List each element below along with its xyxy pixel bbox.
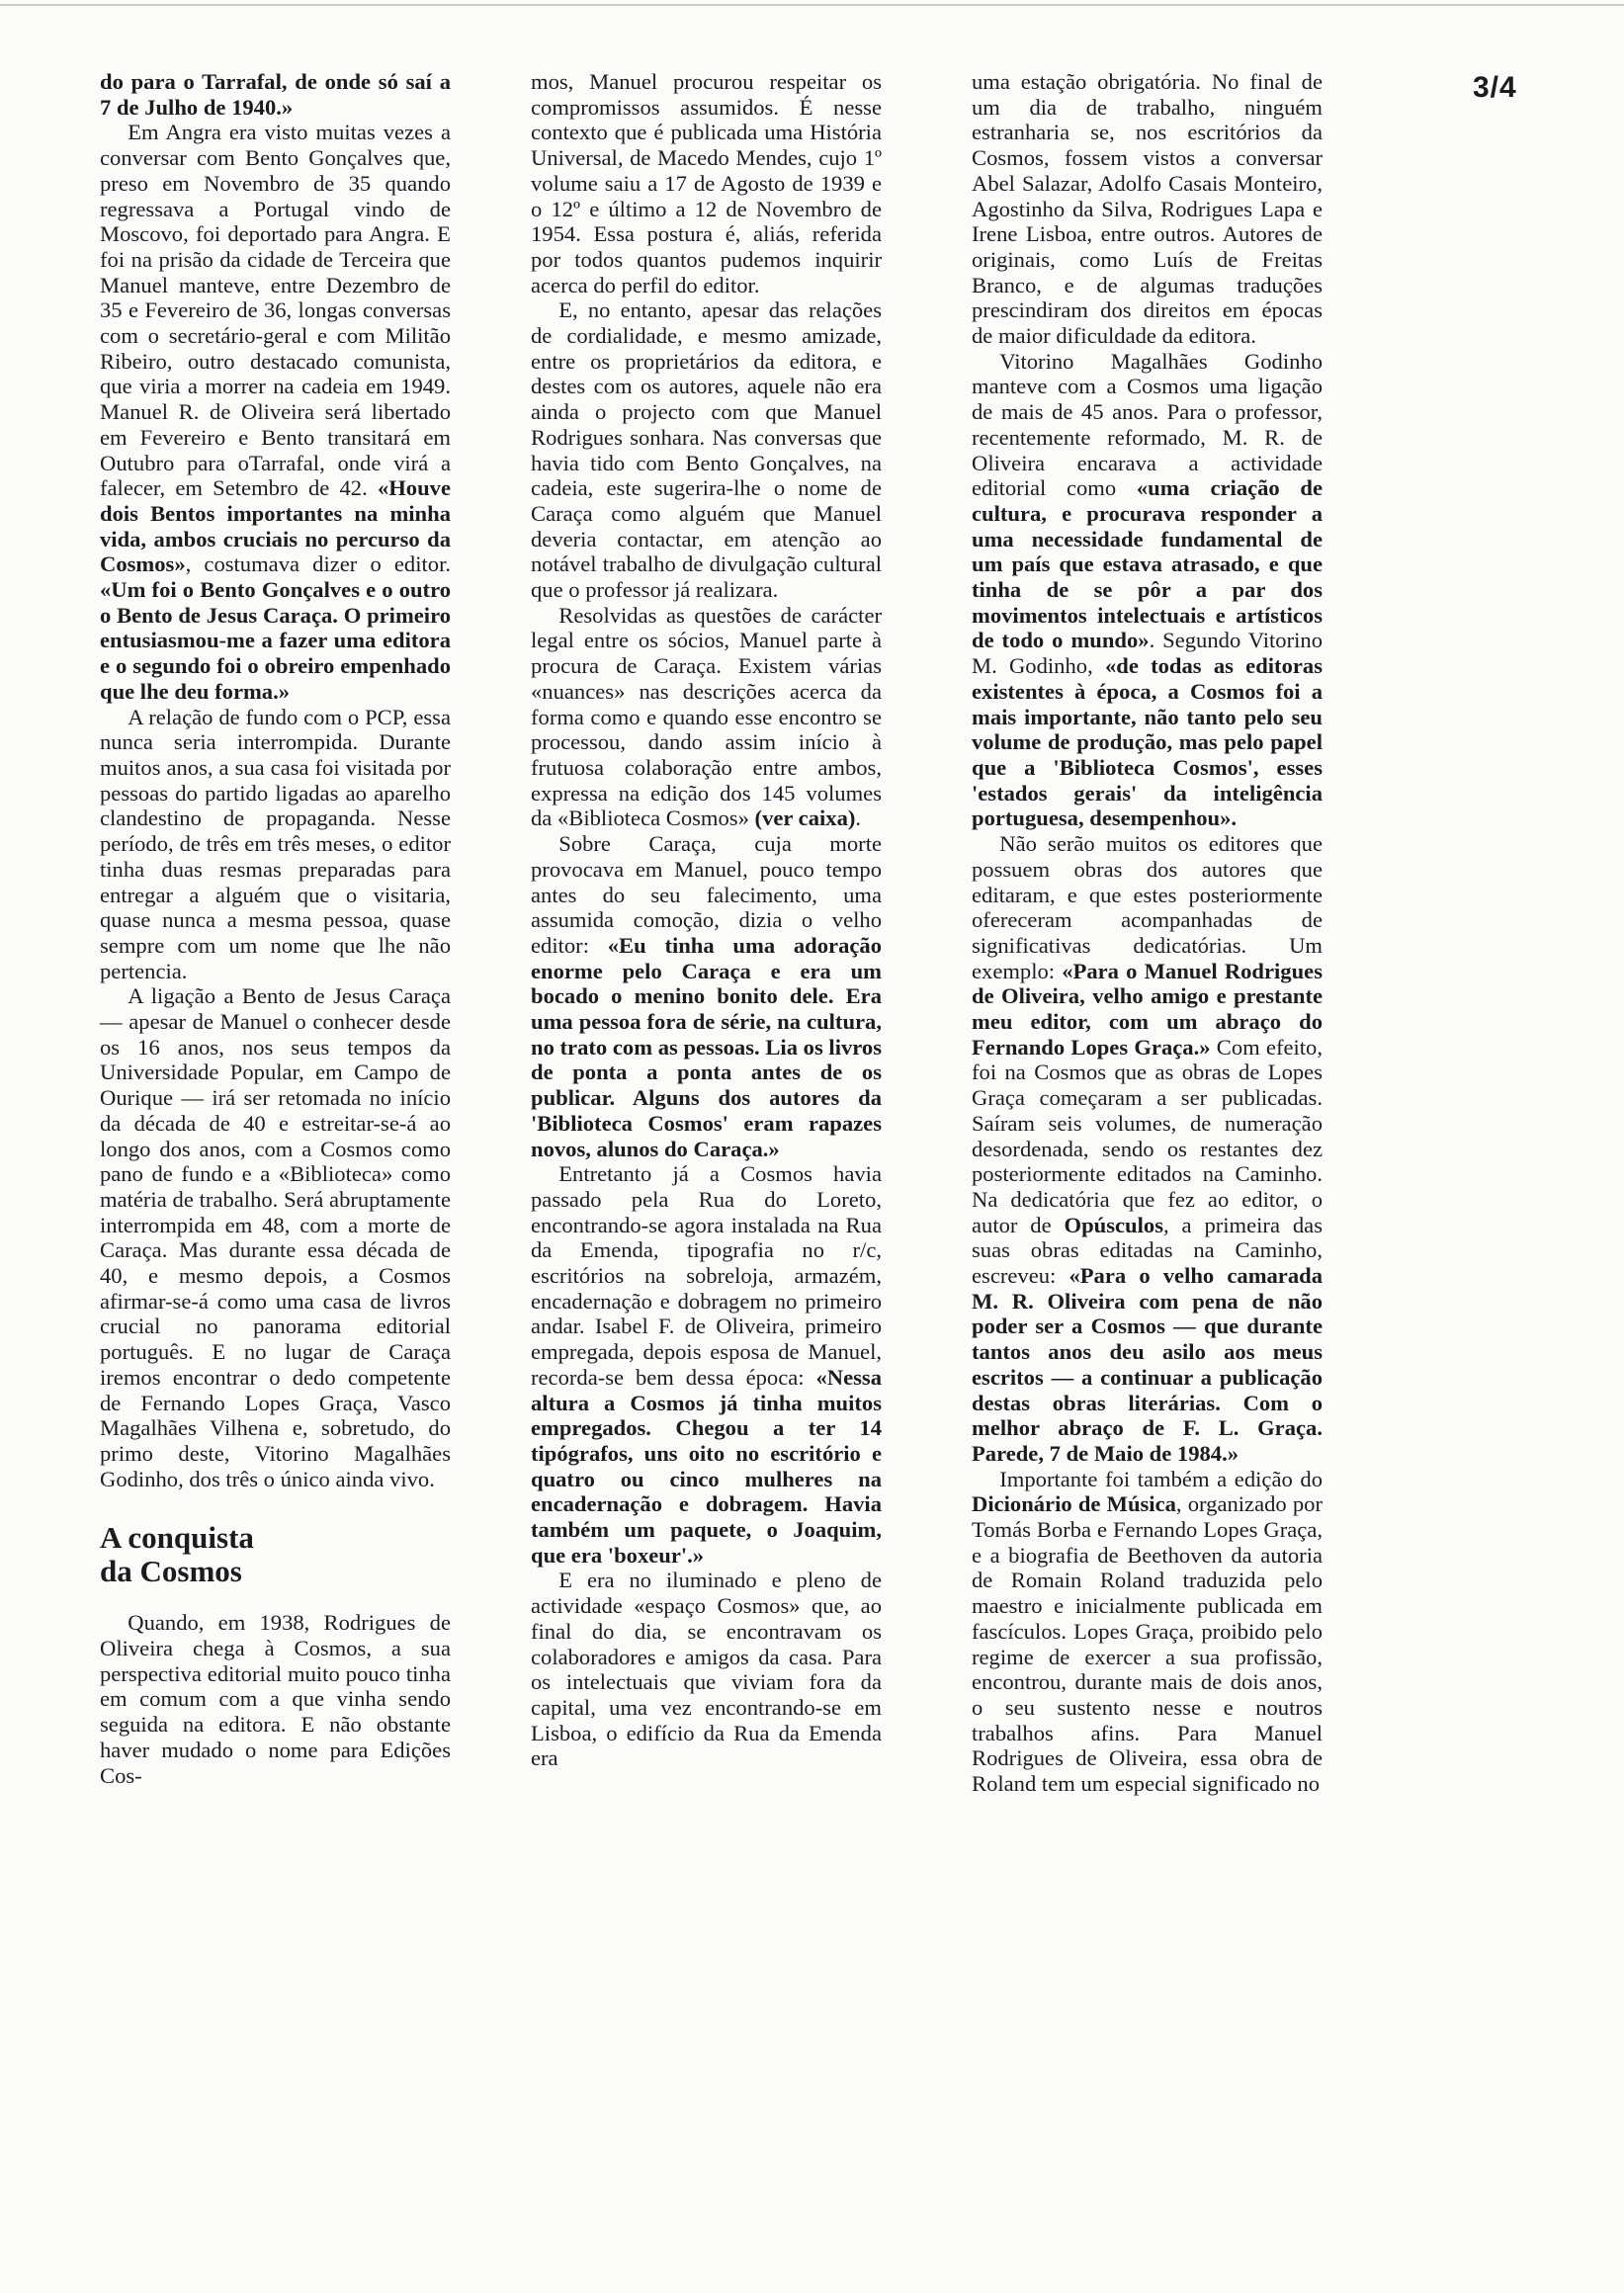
heading-line: da Cosmos — [100, 1554, 242, 1589]
section-heading — [100, 1521, 451, 1588]
box-reference: (ver caixa) — [754, 806, 856, 831]
scan-top-edge — [0, 4, 1624, 6]
article-column-3 — [972, 69, 1323, 1797]
quote-bold: «Nessa altura a Cosmos já tinha muitos empregados. Chegou a ter 14 tipógrafos, uns oito no escritório e quatro ou cinco mulheres na encadernação e dobragem. Havia também um paquete, o Joaquim, que era 'boxeur'.» — [531, 1364, 882, 1568]
quote-bold: «Para o Manuel Rodrigues de Oliveira, velho amigo e prestante meu editor, com um abraço do Fernando Lopes Graça.» — [972, 958, 1323, 1060]
article-column-2 — [531, 69, 882, 1771]
text-run: Entretanto já a Cosmos havia passado pela Rua do Loreto, encontrando-se agora instalada na Rua da Emenda, tipografia no r/c, escritórios na sobreloja, armazém, encadernação e dobragem no primeiro andar. Isabel F. de Oliveira, primeiro empregada, depois esposa de Manuel, recorda-se bem dessa época: — [531, 1161, 882, 1390]
paragraph — [972, 1467, 1323, 1797]
quote-bold: «Eu tinha uma adoração enorme pelo Caraça e era um bocado o menino bonito dele. Era uma pessoa fora de série, na cultura, no trato com as pessoas. Lia os livros de ponta a ponta antes de os publicar. Alguns dos autores da 'Biblioteca Cosmos' eram rapazes novos, alunos do Caraça.» — [531, 932, 882, 1161]
text-run: Em Angra era visto muitas vezes a conversar com Bento Gonçalves que, preso em Novembro de 35 quando regressava a Portugal vindo de Moscovo, foi deportado para Angra. E foi na prisão da cidade de Terceira que Manuel manteve, entre Dezembro de 35 e Fevereiro de 36, longas conversas com o secretário-geral e com Militão Ribeiro, outro destacado comunista, que viria a morrer na cadeia em 1949. Manuel R. de Oliveira será libertado em Fevereiro e Bento transitará em Outubro para oTarrafal, onde virá a falecer, em Setembro de 42. — [100, 120, 451, 501]
quote-bold: «Houve dois Bentos importantes na minha vida, ambos cruciais no percurso da Cosmos» — [100, 475, 451, 577]
text-run: Resolvidas as questões de carácter legal entre os sócios, Manuel parte à procura de Caraça. Existem várias «nuances» nas descrições acerca da forma como e quando esse encontro se processou, dando assim início à frutuosa colaboração entre ambos, expressa na edição dos 145 volumes da «Biblioteca Cosmos» — [531, 602, 882, 831]
paragraph — [531, 603, 882, 831]
paragraph: E era no iluminado e pleno de actividade «espaço Cosmos» que, ao final do dia, se encontravam os colaboradores e amigos da casa. Para os intelectuais que viviam fora da capital, uma vez encontrando-se em Lisboa, o edifício da Rua da Emenda era — [531, 1568, 882, 1771]
text-run: Sobre Caraça, cuja morte provocava em Manuel, pouco tempo antes do seu falecimento, uma assumida comoção, dizia o velho editor: — [531, 831, 882, 958]
text-run: , organizado por Tomás Borba e Fernando Lopes Graça, e a biografia de Beethoven da autoria de Romain Roland traduzida pelo maestro e inicialmente publicada em fascículos. Lopes Graça, proibido pelo regime de exercer a sua profissão, encontrou, durante mais de dois anos, o seu sustento nesse e noutros trabalhos afins. Para Manuel Rodrigues de Oliveira, essa obra de Roland tem um especial significado no — [972, 1491, 1323, 1797]
paragraph: uma estação obrigatória. No final de um dia de trabalho, ninguém estranharia se, nos escritórios da Cosmos, fossem vistos a conversar Abel Salazar, Adolfo Casais Monteiro, Agostinho da Silva, Rodrigues Lapa e Irene Lisboa, entre outros. Autores de originais, como Luís de Freitas Branco, e de algumas traduções prescindiram dos direitos em épocas de maior dificuldade da editora. — [972, 69, 1323, 349]
book-title: Opúsculos — [1064, 1212, 1163, 1237]
text-run: Importante foi também a edição do — [999, 1466, 1323, 1491]
text-run: Com efeito, foi na Cosmos que as obras de Lopes Graça começaram a ser publicadas. Saíram seis volumes, de numeração desordenada, sendo os restantes dez posteriormente editados na Caminho. Na dedicatória que fez ao editor, o autor de — [972, 1034, 1323, 1237]
paragraph: mos, Manuel procurou respeitar os compromissos assumidos. É nesse contexto que é publicada uma História Universal, de Macedo Mendes, cujo 1º volume saiu a 17 de Agosto de 1939 e o 12º e último a 12 de Novembro de 1954. Essa postura é, aliás, referida por todos quantos pudemos inquirir acerca do perfil do editor. — [531, 69, 882, 297]
paragraph: A relação de fundo com o PCP, essa nunca seria interrompida. Durante muitos anos, a sua casa foi visitada por pessoas do partido ligadas ao aparelho clandestino de propaganda. Nesse período, de três em três meses, o editor tinha duas resmas preparadas para entregar a alguém que o visitaria, quase nunca a mesma pessoa, quase sempre com um nome que lhe não pertencia. — [100, 704, 451, 983]
quote-bold: «uma criação de cultura, e procurava responder a uma necessidade fundamental de um país que estava atrasado, e que tinha de se pôr a par dos movimentos intelectuais e artísticos de todo o mundo» — [972, 475, 1323, 653]
paragraph — [972, 831, 1323, 1467]
paragraph — [100, 120, 451, 704]
paragraph: Quando, em 1938, Rodrigues de Oliveira chega à Cosmos, a sua perspectiva editorial muito pouco tinha em comum com a que vinha sendo seguida na editora. E não obstante haver mudado o nome para Edições Cos- — [100, 1610, 451, 1788]
book-title: Dicionário de Música — [972, 1491, 1176, 1517]
page-number: 3/4 — [1473, 71, 1517, 104]
text-run: Vitorino Magalhães Godinho manteve com a Cosmos uma ligação de mais de 45 anos. Para o professor, recentemente reformado, M. R. de Oliveira encarava a actividade editorial como — [972, 348, 1323, 501]
quote-bold: «de todas as editoras existentes à época, a Cosmos foi a mais importante, não tanto pelo seu volume de produção, mas pelo papel que a 'Biblioteca Cosmos', esses 'estados gerais' da inteligência portuguesa, desempenhou». — [972, 653, 1323, 831]
text-run: Não serão muitos os editores que possuem obras dos autores que editaram, e que estes posteriormente ofereceram acompanhadas de significativas dedicatórias. Um exemplo: — [972, 831, 1323, 983]
paragraph — [100, 69, 451, 120]
text-run: . Segundo Vitorino M. Godinho, — [972, 628, 1323, 679]
article-column-1 — [100, 69, 451, 1788]
text-run: . — [855, 806, 862, 831]
paragraph — [972, 349, 1323, 831]
paragraph: E, no entanto, apesar das relações de cordialidade, e mesmo amizade, entre os proprietários da editora, e destes com os autores, aquele não era ainda o projecto com que Manuel Rodrigues sonhara. Nas conversas que havia tido com Bento Gonçalves, na cadeia, este sugerira-lhe o nome de Caraça como alguém que Manuel deveria contactar, em atenção ao notável trabalho de divulgação cultural que o professor já realizara. — [531, 297, 882, 603]
text-run: , costumava dizer o editor. — [185, 552, 451, 577]
text-run: , a primeira das suas obras editadas na Caminho, escreveu: — [972, 1212, 1323, 1289]
heading-line: A conquista — [100, 1520, 254, 1556]
quote-bold: «Para o velho camarada M. R. Oliveira com pena de não poder ser a Cosmos — que durante tantos anos deu asilo aos meus escritos — a continuar a publicação destas obras literárias. Com o melhor abraço de F. L. Graça. Parede, 7 de Maio de 1984.» — [972, 1263, 1323, 1466]
paragraph — [531, 1161, 882, 1568]
paragraph — [531, 831, 882, 1161]
paragraph: A ligação a Bento de Jesus Caraça — apesar de Manuel o conhecer desde os 16 anos, nos seus tempos da Universidade Popular, em Campo de Ourique — irá ser retomada no início da década de 40 e estreitar-se-á ao longo dos anos, com a Cosmos como pano de fundo e a «Biblioteca» como matéria de trabalho. Será abruptamente interrompida em 48, com a morte de Caraça. Mas durante essa década de 40, e mesmo depois, a Cosmos afirmar-se-á como uma casa de livros crucial no panorama editorial português. E no lugar de Caraça iremos encontrar o dedo competente de Fernando Lopes Graça, Vasco Magalhães Vilhena e, sobretudo, do primo deste, Vitorino Magalhães Godinho, dos três o único ainda vivo. — [100, 983, 451, 1491]
quote-bold: «Um foi o Bento Gonçalves e o outro o Bento de Jesus Caraça. O primeiro entusiasmou-me a fazer uma editora e o segundo foi o obreiro empenhado que lhe deu forma.» — [100, 577, 451, 704]
quote-bold: do para o Tarrafal, de onde só saí a 7 de Julho de 1940.» — [100, 69, 451, 120]
